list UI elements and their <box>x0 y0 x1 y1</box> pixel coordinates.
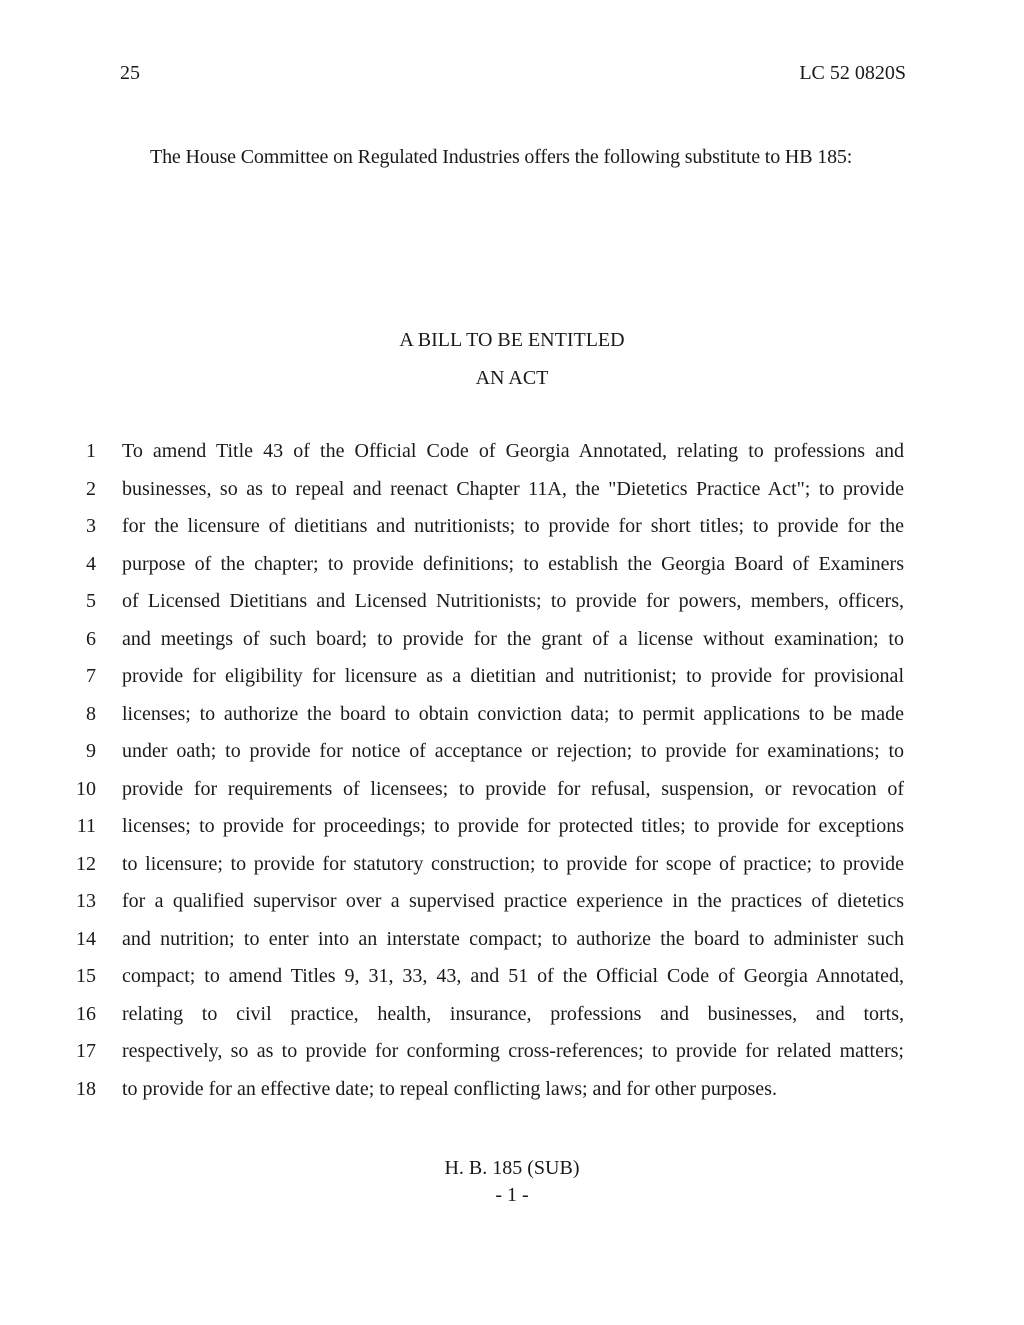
line-number: 18 <box>76 1077 96 1100</box>
bill-line <box>0 665 1024 693</box>
bill-line <box>0 815 1024 843</box>
line-text: relating to civil practice, health, insurance, professions and businesses, and torts, <box>122 1002 904 1025</box>
line-text: To amend Title 43 of the Official Code of Georgia Annotated, relating to professions and <box>122 440 904 462</box>
line-text: businesses, so as to repeal and reenact Chapter 11A, the "Dietetics Practice Act"; to provide <box>122 477 904 500</box>
line-text: respectively, so as to provide for conforming cross-references; to provide for related matters; <box>122 1040 904 1062</box>
line-number: 3 <box>86 515 96 537</box>
bill-line <box>0 1040 1024 1068</box>
line-number: 11 <box>76 815 96 837</box>
bill-line <box>0 703 1024 731</box>
bill-identifier: H. B. 185 (SUB) <box>444 1157 580 1179</box>
line-number: 13 <box>76 890 96 912</box>
bill-line <box>0 553 1024 581</box>
bill-line <box>0 515 1024 543</box>
page-label: - 1 - <box>495 1184 529 1206</box>
line-number: 2 <box>86 477 96 500</box>
line-text: to licensure; to provide for statutory construction; to provide for scope of practice; to provide <box>122 852 904 875</box>
line-text: to provide for an effective date; to repeal conflicting laws; and for other purposes. <box>122 1077 777 1100</box>
line-number: 5 <box>86 590 96 612</box>
bill-line <box>0 628 1024 656</box>
line-number: 1 <box>86 440 96 462</box>
intro-statement: The House Committee on Regulated Industries offers the following substitute to HB 185: <box>150 146 853 168</box>
bill-title: A BILL TO BE ENTITLED <box>399 329 625 351</box>
bill-line <box>0 778 1024 806</box>
line-text: and meetings of such board; to provide for the grant of a license without examination; to <box>122 627 904 650</box>
bill-line <box>0 853 1024 881</box>
document-code: LC 52 0820S <box>799 62 906 84</box>
line-text: and nutrition; to enter into an interstate compact; to authorize the board to administer such <box>122 927 904 950</box>
line-text: under oath; to provide for notice of acceptance or rejection; to provide for examinations; to <box>122 740 904 762</box>
bill-line <box>0 1003 1024 1031</box>
line-number: 17 <box>76 1040 96 1062</box>
line-text: compact; to amend Titles 9, 31, 33, 43, and 51 of the Official Code of Georgia Annotated, <box>122 965 904 987</box>
line-text: provide for eligibility for licensure as a dietitian and nutritionist; to provide for provisional <box>122 665 904 687</box>
line-number: 7 <box>86 665 96 687</box>
bill-line <box>0 965 1024 993</box>
line-number: 4 <box>86 552 96 575</box>
line-text: licenses; to provide for proceedings; to provide for protected titles; to provide for exceptions <box>122 815 904 837</box>
line-text: of Licensed Dietitians and Licensed Nutritionists; to provide for powers, members, officers, <box>122 590 904 612</box>
bill-line <box>0 890 1024 918</box>
line-number: 8 <box>86 702 96 725</box>
bill-line <box>0 590 1024 618</box>
line-text: provide for requirements of licensees; to provide for refusal, suspension, or revocation of <box>122 777 904 800</box>
line-text: purpose of the chapter; to provide definitions; to establish the Georgia Board of Examiners <box>122 552 904 575</box>
line-number: 10 <box>76 777 96 800</box>
bill-line <box>0 440 1024 468</box>
line-number: 16 <box>76 1002 96 1025</box>
line-number: 12 <box>76 852 96 875</box>
line-number: 9 <box>86 740 96 762</box>
line-text: for a qualified supervisor over a supervised practice experience in the practices of dietetics <box>122 890 904 912</box>
bill-line <box>0 1078 1024 1106</box>
page-number: 25 <box>120 62 140 84</box>
line-number: 6 <box>86 627 96 650</box>
line-number: 15 <box>76 965 96 987</box>
bill-line <box>0 478 1024 506</box>
act-title: AN ACT <box>475 367 549 389</box>
line-text: licenses; to authorize the board to obtain conviction data; to permit applications to be made <box>122 702 904 725</box>
bill-line <box>0 928 1024 956</box>
line-text: for the licensure of dietitians and nutritionists; to provide for short titles; to provide for the <box>122 515 904 537</box>
line-number: 14 <box>76 927 96 950</box>
bill-line <box>0 740 1024 768</box>
